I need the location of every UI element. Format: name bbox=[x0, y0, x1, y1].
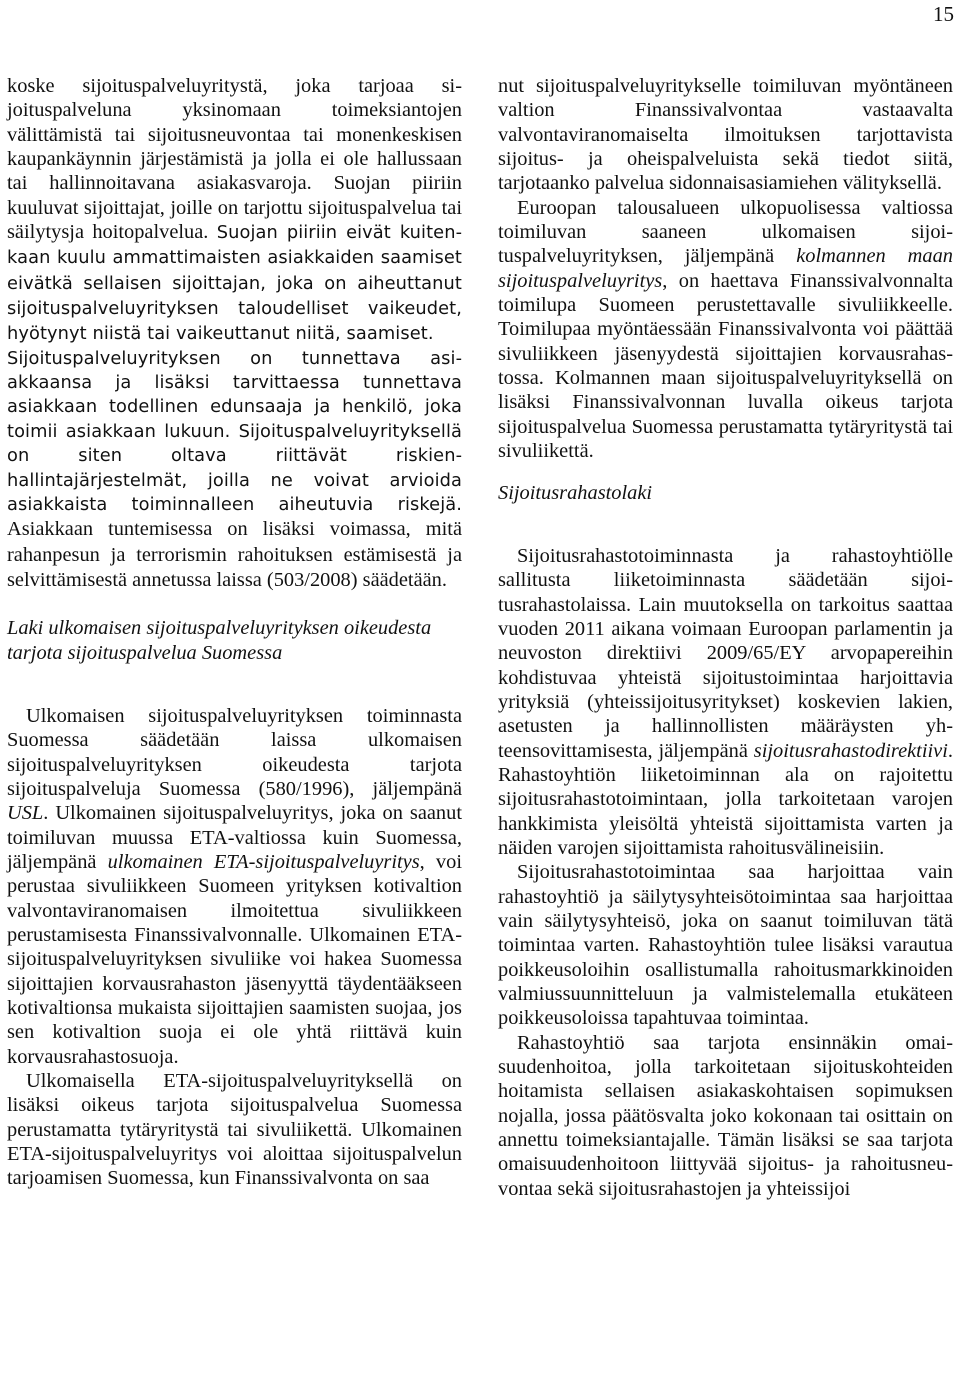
paragraph bbox=[7, 704, 462, 1069]
paragraph: nut sijoituspalveluyritykselle toimiluvan myöntäneen valtion Finanssivalvontaa vastaavalta valvontaviranomaiselta ilmoituksen tarjottavista sijoitus- ja oheispalveluista sekä tiedot siitä, tarjotaanko palvelua sidonnaisasiamiehen välityksellä. bbox=[498, 75, 953, 195]
section-heading: Sijoitusrahastolaki bbox=[498, 481, 653, 504]
defined-term: sijoitusrahastodirektiivi bbox=[753, 739, 948, 762]
paragraph: Sijoitusrahastotoimintaa saa harjoittaa vain rahastoyhtiö ja säilytysyhteisötoimintaa saa harjoittaa vain säilytysyhteisö, joka on saanut toimiluvan tätä toimintaa varten. Rahastoyhtiön tulee lisäksi varautua poikkeusoloihin osallistumalla rahoitusmarkkinoiden valmiussuunnitteluun ja valmistelemalla etukäteen poikkeusoloissa tapahtuvaa toimintaa. bbox=[498, 861, 953, 1030]
paragraph-text: , voi perustaa sivuliikkeen Suomeen yrityksen kotivaltion valvontaviranomaisen ilmoitettua sivuliikkeen perustamisesta Finanssivalvonnalle. Ulkomainen ETA-sijoituspalveluyrityksen sivuliike voi hakea Suomessa sijoittajien korvausrahaston jäsenyyttä täydentääkseen kotivaltionsa mukaista sijoittajien saamisten suojaa, jos sen kotivaltion suoja ei ole yhtä riittävä kuin korvausrahastosuoja. bbox=[7, 850, 462, 1068]
paragraph-text: Euroopan talousalueen ulkopuolisessa valtiossa toimiluvan saaneen ulkomaisen sijoituspalveluyrityksen, jäljempänä bbox=[498, 196, 953, 268]
paragraph bbox=[7, 74, 462, 347]
right-column bbox=[498, 74, 953, 1201]
defined-term: ulkomainen ETA-sijoituspalveluyritys bbox=[107, 850, 420, 873]
paragraph-text: , on haettava Finanssivalvonnalta toimilupa Suomeen perustettavalle sivuliikkeelle. Toimilupaa myöntäessään Finanssivalvonta voi päättää sivuliikkeen jäsenyydestä sijoittajien korvausrahastossa. Kolmannen maan sijoituspalveluyrityksellä on lisäksi Finanssivalvonnan luvalla oikeus tarjota sijoituspalvelua Suomessa perustamatta tytäryritystä tai sivuliikettä. bbox=[498, 269, 953, 463]
page-number: 15 bbox=[933, 2, 954, 26]
paragraph-text: koske sijoituspalveluyritystä, joka tarjoaa sijoituspalveluna yksinomaan toimeksiantojen välittämistä tai sijoitusneuvontaa tai monenkeskisen kaupankäynnin järjestämistä ja jolla ei ole hallussaan tai hallinnoitavana asiakasvaroja. Suojan piiriin kuuluvat sijoittajat, joille on tarjottu sijoituspalvelua tai säilytysja hoitopalvelua. bbox=[7, 75, 462, 244]
paragraph bbox=[498, 196, 953, 464]
section-heading: Laki ulkomaisen sijoituspalveluyrityksen oikeudesta tarjota sijoituspalvelua Suomessa bbox=[7, 617, 432, 664]
paragraph-text: Ulkomaisen sijoituspalveluyrityksen toiminnasta Suomessa säädetään laissa ulkomaisen sijoituspalveluyrityksen oikeudesta tarjota sijoituspalveluja Suomessa (580/1996), jäljempänä bbox=[7, 704, 462, 800]
paragraph bbox=[498, 544, 953, 860]
paragraph-text: Sijoituspalveluyrityksellä on siten oltava riittävät riskienhallintajärjestelmät, joilla ne voivat arvioida asiakkaista toiminnalleen aiheutuvia riskejä. bbox=[7, 420, 462, 515]
paragraph-text: . Rahastoyhtiön liiketoiminnan ala on rajoitettu sijoitusrahastotoimintaan, jolla tarkoitetaan varojen hankkimista yleisöltä yhteistä sijoittamista varten ja näiden varojen sijoittamista rahoitusvälineisiin. bbox=[498, 739, 953, 859]
paragraph: Rahastoyhtiö saa tarjota ensinnäkin omaisuudenhoitoa, jolla tarkoitetaan sijoituskohteiden hoitamista sellaisen asiakaskohtaisen sopimuksen nojalla, jossa päätösvalta joko kokonaan tai osittain on annettu toimeksiantajalle. Tämän lisäksi se saa tarjota omaisuudenhoitoon liittyvää sijoitus- ja rahoitusneuvontaa sekä sijoitusrahastojen ja yhteissijoi bbox=[498, 1031, 953, 1200]
paragraph: Ulkomaisella ETA-sijoituspalveluyrityksellä on lisäksi oikeus tarjota sijoituspalvelua Suomessa perustamatta tytäryritystä tai sivuliikettä. Ulkomainen ETA-sijoituspalveluyritys voi aloittaa sijoituspalvelun tarjoamisen Suomessa, kun Finanssivalvonta on saa bbox=[7, 1070, 462, 1190]
paragraph bbox=[7, 347, 462, 593]
defined-term: kolmannen maan sijoituspalveluyritys bbox=[498, 245, 953, 292]
paragraph-text: Asiakkaan tuntemisessa on lisäksi voimassa, mitä rahanpesun ja terrorismin rahoituksen estämisestä ja selvittämisestä annetussa laissa (503/2008) säädetään. bbox=[7, 518, 462, 591]
abbreviation: USL bbox=[7, 802, 44, 825]
paragraph-text: Sijoitusrahastotoiminnasta ja rahastoyhtiölle sallitusta liiketoiminnasta säädetään sijoitusrahastolaissa. Lain muutoksella on tarkoitus saattaa vuoden 2011 aikana voimaan Euroopan parlamentin ja neuvoston direktiivi 2009/65/EY arvopapereihin kohdistuvaa yhteistä sijoitustoimintaa harjoittavia yrityksiä (yhteissijoitusyritykset) koskevien lakien, asetusten ja hallinnollisten määräysten yhteensovittamisesta, jäljempänä bbox=[498, 544, 953, 762]
left-column bbox=[7, 74, 462, 1191]
paragraph-text: Suojan piiriin eivät kuitenkaan kuulu ammattimaisten asiakkaiden saamiset eivätkä sellaisen sijoittajan, joka on aiheuttanut sijoituspalveluyrityksen taloudelliset vaikeudet, hyötynyt niistä tai vaikeuttanut niitä, saamiset. bbox=[7, 222, 462, 345]
paragraph-text: Sijoituspalveluyrityksen on tunnettava asiakkaansa ja lisäksi tarvittaessa tunnettava asiakkaan todellinen edunsaaja ja henkilö, joka toimii asiakkaan lukuun. bbox=[7, 347, 462, 442]
paragraph-text: . Ulkomainen sijoituspalveluyritys, joka on saanut toimiluvan muussa ETA-valtiossa kuin Suomessa, jäljempänä bbox=[7, 802, 462, 873]
